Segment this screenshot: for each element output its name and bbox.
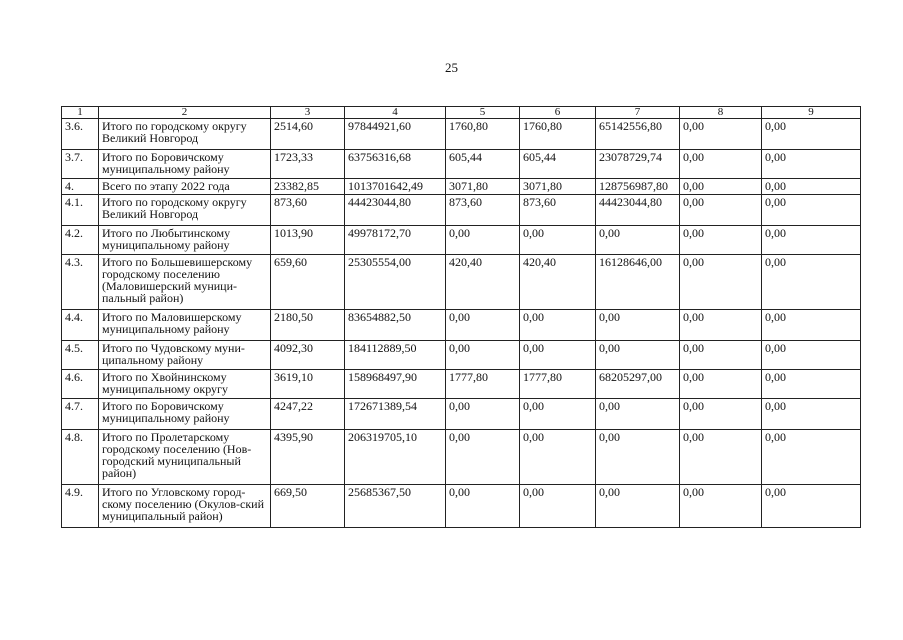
table-cell: 1723,33 [271,150,345,179]
table-row [62,370,861,399]
table-cell: 0,00 [680,255,762,310]
table-row [62,179,861,195]
table-cell: 97844921,60 [345,119,446,150]
table-cell: 0,00 [680,195,762,226]
row-number: 4.2. [62,226,99,255]
table-cell: 0,00 [596,341,680,370]
row-name: Итого по Маловишерскому муниципальному району [99,310,271,341]
table-cell: 0,00 [762,195,861,226]
table-cell: 0,00 [680,485,762,528]
row-name: Всего по этапу 2022 года [99,179,271,195]
table-cell: 0,00 [520,310,596,341]
table-row [62,341,861,370]
table-cell: 0,00 [680,399,762,430]
table-cell: 0,00 [680,430,762,485]
table-cell: 605,44 [446,150,520,179]
row-number: 3.7. [62,150,99,179]
table-cell: 206319705,10 [345,430,446,485]
header-row [62,107,861,119]
row-number: 3.6. [62,119,99,150]
table-cell: 44423044,80 [345,195,446,226]
table-cell: 0,00 [762,399,861,430]
table-cell: 873,60 [520,195,596,226]
row-name: Итого по городскому округу Великий Новгород [99,119,271,150]
table-cell: 4247,22 [271,399,345,430]
table-cell: 0,00 [680,226,762,255]
table-cell: 25305554,00 [345,255,446,310]
table-cell: 0,00 [762,485,861,528]
table-cell: 25685367,50 [345,485,446,528]
column-header: 4 [345,107,446,119]
column-header: 3 [271,107,345,119]
table-cell: 0,00 [680,119,762,150]
row-number: 4.1. [62,195,99,226]
column-header: 8 [680,107,762,119]
table-cell: 0,00 [762,255,861,310]
table-cell: 0,00 [446,310,520,341]
table-cell: 0,00 [520,485,596,528]
table-cell: 23382,85 [271,179,345,195]
table-cell: 0,00 [680,310,762,341]
row-number: 4.7. [62,399,99,430]
table-cell: 158968497,90 [345,370,446,399]
column-header: 1 [62,107,99,119]
table-cell: 873,60 [446,195,520,226]
table-cell: 0,00 [520,430,596,485]
table-cell: 16128646,00 [596,255,680,310]
table-cell: 0,00 [680,150,762,179]
table-cell: 0,00 [596,226,680,255]
column-header: 7 [596,107,680,119]
table-cell: 0,00 [446,485,520,528]
table-cell: 0,00 [520,226,596,255]
row-name: Итого по Угловскому город-скому поселению (Окулов-ский муниципальный район) [99,485,271,528]
table-cell: 0,00 [520,399,596,430]
table-cell: 0,00 [680,341,762,370]
table-cell: 63756316,68 [345,150,446,179]
table-cell: 1777,80 [520,370,596,399]
row-number: 4.8. [62,430,99,485]
table-cell: 873,60 [271,195,345,226]
table-cell: 0,00 [596,430,680,485]
row-name: Итого по Хвойнинскому муниципальному округу [99,370,271,399]
table-row [62,310,861,341]
row-number: 4.9. [62,485,99,528]
table-cell: 0,00 [762,150,861,179]
table-row [62,430,861,485]
table-cell: 4395,90 [271,430,345,485]
row-name: Итого по Большевишерскому городскому поселению (Маловишерский муници-пальный район) [99,255,271,310]
table-cell: 1013701642,49 [345,179,446,195]
table-cell: 0,00 [520,341,596,370]
column-header: 5 [446,107,520,119]
data-table [61,106,861,528]
table-cell: 23078729,74 [596,150,680,179]
table-cell: 0,00 [762,341,861,370]
table-cell: 68205297,00 [596,370,680,399]
row-name: Итого по Боровичскому муниципальному району [99,399,271,430]
table-cell: 0,00 [762,370,861,399]
table-cell: 659,60 [271,255,345,310]
row-number: 4. [62,179,99,195]
table-cell: 0,00 [446,399,520,430]
table-row [62,226,861,255]
table-cell: 3071,80 [446,179,520,195]
table-cell: 0,00 [762,226,861,255]
table-row [62,255,861,310]
table-cell: 3619,10 [271,370,345,399]
row-name: Итого по Любытинскому муниципальному району [99,226,271,255]
row-number: 4.6. [62,370,99,399]
table-row [62,485,861,528]
table-row [62,195,861,226]
table-cell: 669,50 [271,485,345,528]
table-row [62,119,861,150]
table-cell: 1760,80 [520,119,596,150]
row-name: Итого по городскому округу Великий Новгород [99,195,271,226]
table-cell: 0,00 [680,179,762,195]
table-cell: 3071,80 [520,179,596,195]
table-cell: 0,00 [596,399,680,430]
table-cell: 420,40 [520,255,596,310]
table-cell: 1013,90 [271,226,345,255]
row-name: Итого по Боровичскому муниципальному району [99,150,271,179]
page-number: 25 [445,60,458,75]
table-row [62,399,861,430]
table-cell: 0,00 [446,226,520,255]
table-cell: 49978172,70 [345,226,446,255]
table-body [62,119,861,528]
table-cell: 0,00 [446,430,520,485]
table-cell: 605,44 [520,150,596,179]
table-cell: 184112889,50 [345,341,446,370]
column-header: 6 [520,107,596,119]
table-cell: 65142556,80 [596,119,680,150]
table-cell: 0,00 [680,370,762,399]
column-header: 9 [762,107,861,119]
table-cell: 83654882,50 [345,310,446,341]
table-cell: 0,00 [446,341,520,370]
table-cell: 0,00 [762,430,861,485]
row-name: Итого по Чудовскому муни-ципальному району [99,341,271,370]
column-header: 2 [99,107,271,119]
table-cell: 4092,30 [271,341,345,370]
table-cell: 44423044,80 [596,195,680,226]
table-cell: 128756987,80 [596,179,680,195]
table-cell: 0,00 [762,179,861,195]
table-cell: 420,40 [446,255,520,310]
table-cell: 0,00 [596,485,680,528]
row-number: 4.5. [62,341,99,370]
table-cell: 2514,60 [271,119,345,150]
table-cell: 1760,80 [446,119,520,150]
row-name: Итого по Пролетарскому городскому поселению (Нов-городский муниципальный район) [99,430,271,485]
table-cell: 0,00 [762,119,861,150]
table-row [62,150,861,179]
table-cell: 0,00 [596,310,680,341]
table-cell: 172671389,54 [345,399,446,430]
row-number: 4.3. [62,255,99,310]
table-cell: 2180,50 [271,310,345,341]
table-cell: 1777,80 [446,370,520,399]
table-cell: 0,00 [762,310,861,341]
row-number: 4.4. [62,310,99,341]
